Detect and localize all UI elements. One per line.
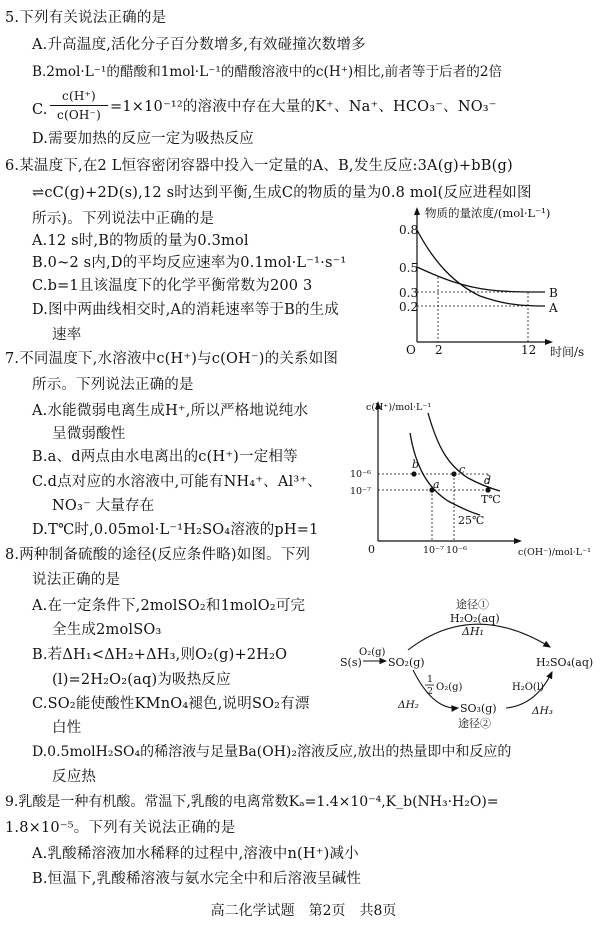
y-tick-0.5: 0.5 [399,261,419,275]
q8-stem-1: 8.两种制备硫酸的途径(反应条件略)如图。下列 [5,547,311,563]
q6-option-d-1: D.图中两曲线相交时,A的消耗速率等于B的生成 [32,302,340,318]
q5-option-c: =1×10⁻¹²的溶液中存在大量的K⁺、Na⁺、HCO₃⁻、NO₃⁻ [110,99,497,115]
q8-sulfuric-acid-route-diagram [338,595,603,745]
y-tick-0.2: 0.2 [399,300,419,314]
y-axis-arrow [414,207,420,215]
q7-stem-2: 所示。下列说法正确的是 [32,377,194,393]
half-o2-label: O₂(g) [436,682,463,693]
x-axis-label: 时间/s [550,345,585,359]
q5-c-fraction-numerator: c(H⁺) [62,89,96,103]
q8-option-a-2: 全生成2molSO₃ [52,622,162,638]
so2-label: SO₂(g) [388,656,425,669]
q8-option-c-1: C.SO₂能使酸性KMnO₄褪色,说明SO₂有漂 [32,696,310,712]
curve-25c [410,433,480,515]
q9-option-b: B.恒温下,乳酸稀溶液与氨水完全中和后溶液呈碱性 [32,871,362,887]
label-d: d [484,474,492,487]
q7-option-d: D.T℃时,0.05mol·L⁻¹H₂SO₄溶液的pH=1 [32,522,319,538]
q7-option-b: B.a、d两点由水电离出的c(H⁺)一定相等 [32,449,298,465]
q8-option-b-1: B.若ΔH₁<ΔH₂+ΔH₃,则O₂(g)+2H₂O [32,647,288,663]
half-denominator: 2 [427,686,434,697]
q6-option-a: A.12 s时,B的物质的量为0.3mol [32,233,249,249]
origin-label: O [406,343,416,357]
x-tick-1e-6: 10⁻⁶ [446,545,467,556]
point-d [485,487,490,492]
x-tick-2: 2 [435,343,443,357]
q6-option-c: C.b=1且该温度下的化学平衡常数为200 3 [32,278,313,294]
q6-stem-1: 6.某温度下,在2 L恒容密闭容器中投入一定量的A、B,发生反应:3A(g)+bB(g) [5,158,513,174]
point-b [411,471,416,476]
y-axis-label: 物质的量浓度/(mol·L⁻¹) [425,206,551,220]
sulfur-label: S(s) [340,656,362,669]
curve-a [417,230,545,306]
dh3-label: ΔH₃ [532,705,553,717]
label-a: a [433,478,440,491]
h2so4-label: H₂SO₄(aq) [536,656,594,669]
y-tick-0.3: 0.3 [399,286,419,300]
q8-option-c-2: 白性 [52,720,82,736]
q6-stem-3: 所示)。下列说法中正确的是 [32,211,215,227]
dh1-label: ΔH₁ [462,625,484,638]
curve-b [417,267,545,292]
label-c: c [459,463,466,476]
series-label-a: A [549,301,558,315]
half-numerator: 1 [427,674,434,685]
q6-stem-2: ⇌cC(g)+2D(s),12 s时达到平衡,生成C的物质的量为0.8 mol(反应进程如图 [32,185,532,201]
q7-option-a-2: 呈微弱酸性 [52,426,126,442]
q7-option-c-2: NO₃⁻ 大量存在 [52,498,155,514]
q7-stem-1: 7.不同温度下,水溶液中c(H⁺)与c(OH⁻)的关系如图 [5,351,339,367]
q8-option-a-1: A.在一定条件下,2molSO₂和1molO₂可完 [32,598,306,614]
x-tick-1e-7: 10⁻⁷ [423,545,444,556]
fraction-bar [50,105,108,106]
y-tick-1e-7: 10⁻⁷ [350,486,371,497]
q8-option-b-2: (l)=2H₂O₂(aq)为吸热反应 [52,672,231,688]
q7-option-c-1: C.d点对应的水溶液中,可能有NH₄⁺、Al³⁺、 [32,474,322,490]
label-b: b [412,458,420,471]
q9-stem-2: 1.8×10⁻⁵。下列有关说法正确的是 [5,820,236,836]
x-axis-label: c(OH⁻)/mol·L⁻¹ [518,547,591,558]
point-c [451,471,456,476]
route-1-label: 途径① [456,598,489,611]
q6-option-b: B.0~2 s内,D的平均反应速率为0.1mol·L⁻¹·s⁻¹ [32,255,347,271]
origin-label: 0 [368,543,375,556]
q6-concentration-graph [395,202,600,360]
q7-option-a-1: A.水能微弱电离生成H⁺,所以严格地说纯水 [32,403,309,419]
q5-stem: 5.下列有关说法正确的是 [5,10,167,26]
o2-label: O₂(g) [359,647,386,658]
x-axis-arrow [514,538,522,544]
q6-option-d-2: 速率 [52,327,82,343]
h2o2-label: H₂O₂(aq) [450,612,500,625]
curve-label-t: T℃ [481,493,501,506]
q9-option-a: A.乳酸稀溶液加水稀释的过程中,溶液中n(H⁺)减小 [32,846,359,862]
y-tick-0.8: 0.8 [399,223,419,237]
y-tick-1e-6: 10⁻⁶ [350,469,371,480]
dh2-label: ΔH₂ [398,699,419,711]
h2o-label: H₂O(l) [512,682,544,693]
q5-option-b: B.2mol·L⁻¹的醋酸和1mol·L⁻¹的醋酸溶液中的c(H⁺)相比,前者等于后者的2倍 [32,64,503,80]
q9-stem-1: 9.乳酸是一种有机酸。常温下,乳酸的电离常数Kₐ=1.4×10⁻⁴,K_b(NH₃·H₂O)= [5,794,499,810]
curve-label-25c: 25℃ [458,514,485,527]
q8-stem-2: 说法正确的是 [32,572,121,588]
q7-water-ionization-graph [348,393,603,563]
y-axis-label: c(H⁺)/mol·L⁻¹ [366,402,432,413]
q5-c-fraction-denominator: c(OH⁻) [57,108,101,122]
series-label-b: B [549,286,558,300]
q5-option-d: D.需要加热的反应一定为吸热反应 [32,131,254,147]
q5-option-a: A.升高温度,活化分子百分数增多,有效碰撞次数增多 [32,37,366,53]
route-2-label: 途径② [458,717,491,730]
x-tick-12: 12 [521,343,537,357]
so3-label: SO₃(g) [460,702,497,715]
page-footer: 高二化学试题 第2页 共8页 [210,903,397,919]
q5-option-c-prefix: C. [32,102,48,118]
q8-option-d-1: D.0.5molH₂SO₄的稀溶液与足量Ba(OH)₂溶液反应,放出的热量即中和反应的 [32,744,512,760]
q8-option-d-2: 反应热 [52,769,97,785]
